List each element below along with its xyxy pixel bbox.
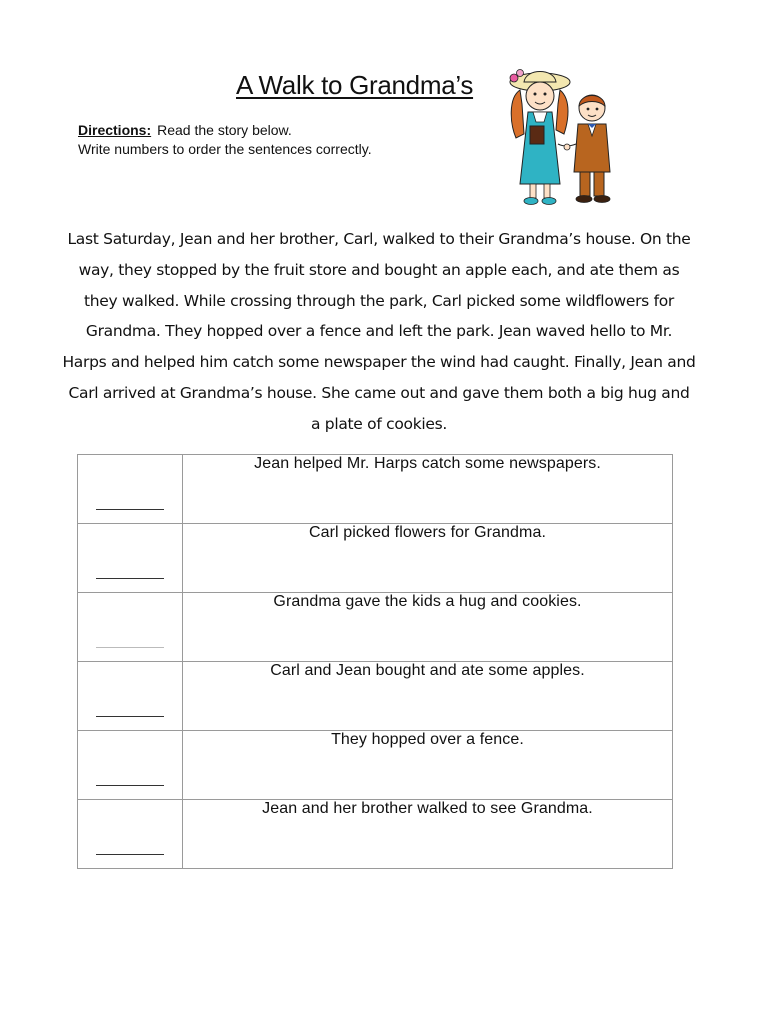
table-row: [78, 662, 673, 731]
answer-line: [96, 785, 164, 786]
answer-blank[interactable]: [78, 731, 183, 800]
directions-label: Directions:: [78, 122, 152, 138]
answer-line: [96, 647, 164, 648]
directions-line-2: Write numbers to order the sentences correctly.: [78, 141, 372, 157]
answer-line: [96, 716, 164, 717]
answer-line: [96, 509, 164, 510]
answer-blank[interactable]: [78, 593, 183, 662]
table-row: [78, 800, 673, 869]
answer-blank[interactable]: [78, 800, 183, 869]
story-paragraph: Last Saturday, Jean and her brother, Carl, walked to their Grandma’s house. On the way, they stopped by the fruit store and bought an apple each, and ate them as they walked. While crossing through the park, Carl picked some wildflowers for Grandma. They hopped over a fence and left the park. Jean waved hello to Mr. Harps and helped him catch some newspaper the wind had caught. Finally, Jean and Carl arrived at Grandma’s house. She came out and gave them both a big hug and a plate of cookies.: [62, 230, 696, 433]
table-row: [78, 731, 673, 800]
kids-illustration: [500, 64, 622, 210]
worksheet-title: A Walk to Grandma’s: [236, 70, 474, 100]
table-row: [78, 455, 673, 524]
answer-line: [96, 854, 164, 855]
directions-text-1: Read the story below.: [157, 122, 292, 138]
answer-blank[interactable]: [78, 524, 183, 593]
directions-line-1: [78, 121, 372, 140]
sentence-text: They hopped over a fence.: [183, 731, 673, 800]
sentence-text: Jean helped Mr. Harps catch some newspapers.: [183, 455, 673, 524]
sentence-text: Grandma gave the kids a hug and cookies.: [183, 593, 673, 662]
directions: [78, 121, 372, 159]
sentence-order-table: [77, 454, 673, 869]
sentence-text: Jean and her brother walked to see Grandma.: [183, 800, 673, 869]
sentence-text: Carl picked flowers for Grandma.: [183, 524, 673, 593]
table-row: [78, 524, 673, 593]
answer-line: [96, 578, 164, 579]
sentence-text: Carl and Jean bought and ate some apples.: [183, 662, 673, 731]
table-row: [78, 593, 673, 662]
answer-blank[interactable]: [78, 662, 183, 731]
answer-blank[interactable]: [78, 455, 183, 524]
